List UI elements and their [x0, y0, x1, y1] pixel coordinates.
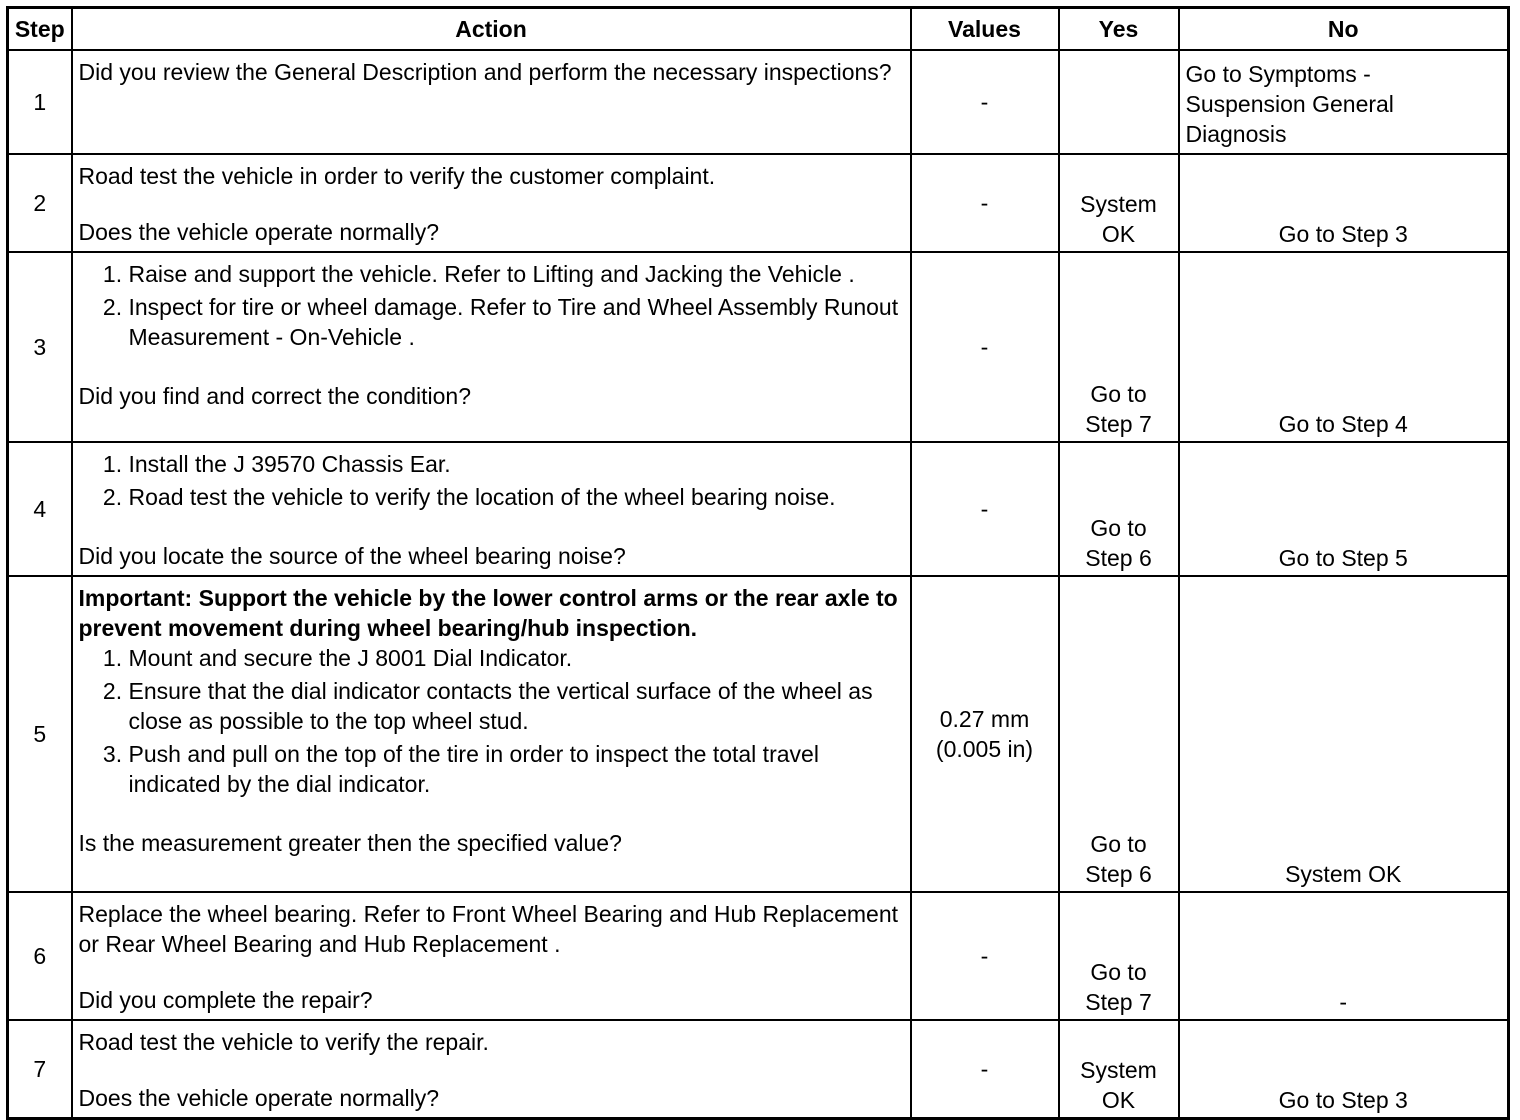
- no-cell: [1179, 154, 1509, 252]
- yes-cell: [1059, 1020, 1179, 1119]
- header-action: Action: [72, 8, 911, 51]
- no-cell: [1179, 50, 1509, 154]
- yes-cell: [1059, 154, 1179, 252]
- step-number: 3: [8, 252, 72, 442]
- no-link[interactable]: Go to Step 4: [1278, 411, 1408, 437]
- no-link[interactable]: Go to Step 3: [1278, 1087, 1408, 1113]
- important-label: Important:: [78, 585, 193, 611]
- procedure-step: 1. Mount and secure the J 8001 Dial Indicator.: [129, 643, 906, 673]
- action-question: Did you locate the source of the wheel bearing noise?: [78, 543, 626, 569]
- action-question: Does the vehicle operate normally?: [78, 1085, 440, 1111]
- table-row: [8, 892, 1509, 1020]
- no-link[interactable]: Go to Step 5: [1278, 545, 1408, 571]
- yes-link[interactable]: Go to Step 7: [1085, 381, 1152, 437]
- values-cell: -: [911, 892, 1059, 1020]
- action-cell: [72, 442, 911, 576]
- table-row: [8, 154, 1509, 252]
- step-number: 6: [8, 892, 72, 1020]
- values-cell: -: [911, 1020, 1059, 1119]
- step-number: 2: [8, 154, 72, 252]
- step-number: 1: [8, 50, 72, 154]
- yes-link[interactable]: Go to Step 6: [1085, 831, 1152, 887]
- procedure-list: [79, 643, 906, 799]
- spec-value: 0.27 mm (0.005 in): [935, 706, 1034, 762]
- action-text: Did you review the General Description and perform the necessary inspections?: [78, 59, 892, 85]
- yes-cell: [1059, 576, 1179, 892]
- yes-link[interactable]: System OK: [1080, 1057, 1157, 1113]
- yes-link[interactable]: System OK: [1080, 191, 1157, 247]
- no-cell: [1179, 442, 1509, 576]
- values-cell: -: [911, 252, 1059, 442]
- no-cell: -: [1179, 892, 1509, 1020]
- table-row: [8, 50, 1509, 154]
- no-cell: [1179, 1020, 1509, 1119]
- no-cell: [1179, 252, 1509, 442]
- action-cell: [72, 1020, 911, 1119]
- action-text: Replace the wheel bearing. Refer to Front Wheel Bearing and Hub Replacement or Rear Wheel Bearing and Hub Replacement .: [78, 901, 899, 957]
- procedure-step: 2. Ensure that the dial indicator contacts the vertical surface of the wheel as close as possible to the top wheel stud.: [129, 676, 906, 736]
- header-row: [8, 8, 1509, 51]
- action-cell: [72, 252, 911, 442]
- action-question: Did you find and correct the condition?: [78, 383, 472, 409]
- step-number: 5: [8, 576, 72, 892]
- table-row: [8, 1020, 1509, 1119]
- yes-link[interactable]: Go to Step 7: [1085, 959, 1152, 1015]
- no-cell: [1179, 576, 1509, 892]
- values-cell: [911, 576, 1059, 892]
- header-yes: Yes: [1059, 8, 1179, 51]
- procedure-list: [79, 259, 906, 352]
- diagnostic-table: [6, 6, 1510, 1120]
- values-cell: -: [911, 442, 1059, 576]
- procedure-step: 2. Inspect for tire or wheel damage. Refer to Tire and Wheel Assembly Runout Measurement - On-Vehicle .: [129, 292, 906, 352]
- step-number: 4: [8, 442, 72, 576]
- action-question: Does the vehicle operate normally?: [78, 219, 440, 245]
- yes-cell: [1059, 442, 1179, 576]
- table-row: [8, 252, 1509, 442]
- yes-cell: [1059, 252, 1179, 442]
- action-cell: [72, 154, 911, 252]
- yes-link[interactable]: Go to Step 6: [1085, 515, 1152, 571]
- diagnostic-table-container: [6, 6, 1507, 1120]
- action-cell: [72, 892, 911, 1020]
- action-question: Did you complete the repair?: [78, 987, 373, 1013]
- important-note: [79, 583, 906, 643]
- no-link[interactable]: Go to Step 3: [1278, 221, 1408, 247]
- action-cell: [72, 576, 911, 892]
- procedure-step: 1. Raise and support the vehicle. Refer to Lifting and Jacking the Vehicle .: [129, 259, 906, 289]
- header-no: No: [1179, 8, 1509, 51]
- header-values: Values: [911, 8, 1059, 51]
- procedure-step: 3. Push and pull on the top of the tire in order to inspect the total travel indicated by the dial indicator.: [129, 739, 906, 799]
- procedure-list: [79, 449, 906, 512]
- no-link[interactable]: Go to Symptoms - Suspension General Diagnosis: [1185, 61, 1394, 147]
- values-cell: -: [911, 50, 1059, 154]
- important-text: Support the vehicle by the lower control arms or the rear axle to prevent movement during wheel bearing/hub inspection.: [78, 585, 898, 641]
- procedure-step: 2. Road test the vehicle to verify the location of the wheel bearing noise.: [129, 482, 906, 512]
- action-text: Road test the vehicle to verify the repair.: [78, 1029, 489, 1055]
- yes-cell: [1059, 50, 1179, 154]
- action-cell: [72, 50, 911, 154]
- procedure-step: 1. Install the J 39570 Chassis Ear.: [129, 449, 906, 479]
- table-row: [8, 442, 1509, 576]
- no-link[interactable]: System OK: [1285, 861, 1402, 887]
- action-question: Is the measurement greater then the specified value?: [78, 830, 622, 856]
- table-row: [8, 576, 1509, 892]
- header-step: Step: [8, 8, 72, 51]
- yes-cell: [1059, 892, 1179, 1020]
- values-cell: -: [911, 154, 1059, 252]
- action-text: Road test the vehicle in order to verify the customer complaint.: [78, 163, 716, 189]
- step-number: 7: [8, 1020, 72, 1119]
